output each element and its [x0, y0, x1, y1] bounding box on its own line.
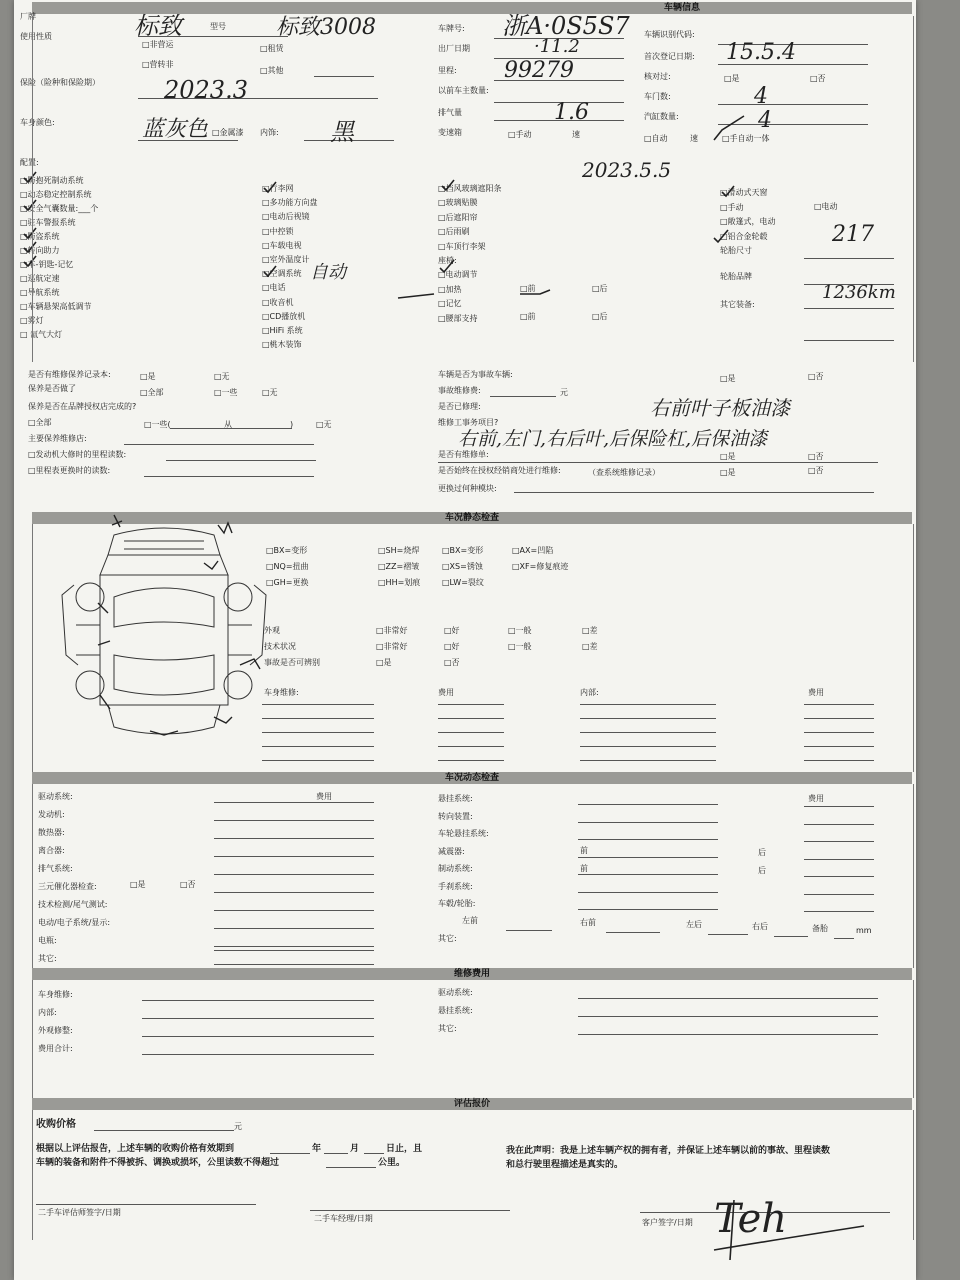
- pending-no: □否: [808, 452, 824, 461]
- accident-label: 车辆是否为事故车辆:: [438, 370, 513, 379]
- dynamic-left-item: 散热器:: [38, 828, 65, 837]
- validity-day: 日止，且: [386, 1144, 423, 1154]
- maint-none: □无: [262, 388, 278, 397]
- dealer-none: □无: [316, 420, 332, 429]
- identifiable-label: 事故是否可辨别: [264, 658, 320, 667]
- damage-code: □GH=更换: [266, 578, 309, 587]
- dynamic-left-item: 发动机:: [38, 810, 65, 819]
- validity-km: 公里。: [378, 1158, 406, 1168]
- repair-cost-left-item: 车身维修:: [38, 990, 73, 999]
- dynamic-right-item: 车轮悬挂系统:: [438, 829, 489, 838]
- repair-cost-right-item: 悬挂系统:: [438, 1006, 473, 1015]
- maint-some: □一些: [214, 388, 238, 397]
- hw-displacement: 1.6: [554, 100, 589, 125]
- config-col1-item: □车-钥匙-记忆: [20, 260, 74, 269]
- first-reg-label: 首次登记日期:: [644, 52, 695, 61]
- tire-spare: 备胎: [812, 924, 828, 933]
- validity-text-b: 车辆的装备和附件不得被拆、调换或损坏，公里读数不得超过: [36, 1158, 280, 1168]
- tire-brand-label: 轮胎品牌: [720, 272, 752, 281]
- damage-code: □SH=烧焊: [378, 546, 420, 555]
- appraiser-signature: 二手车评估师签字/日期: [38, 1208, 121, 1217]
- dynamic-right-item: 制动系统:: [438, 864, 473, 873]
- dealer-some: □一些(: [144, 420, 171, 429]
- config-col4-item: □手动: [720, 202, 744, 212]
- appearance-good: □好: [444, 626, 460, 635]
- config-col2-item: □CD播放机: [262, 311, 306, 321]
- config-col3-item: □挡风玻璃遮阳条: [438, 184, 502, 193]
- use-type-label: 使用性质: [20, 32, 52, 41]
- dynamic-left-item: 驱动系统:: [38, 792, 73, 801]
- inspect-no: □否: [810, 74, 826, 83]
- config-col4-item: □铝合金轮毂: [720, 231, 768, 241]
- config-col2-item: □空调系统: [262, 269, 302, 279]
- declaration-1: 我在此声明：我是上述车辆产权的拥有者，并保证上述车辆以前的事故、里程读数: [506, 1146, 831, 1156]
- seat-rear: □后: [592, 284, 608, 293]
- dynamic-right-item: 手刹系统:: [438, 881, 473, 891]
- inspect-label: 核对过:: [644, 72, 671, 81]
- gear-speed2: 速: [690, 134, 698, 143]
- dealer-to: ): [290, 420, 294, 429]
- config-col2-item: □多功能方向盘: [262, 198, 318, 208]
- config-col3-item: □腰部支持: [438, 313, 478, 323]
- identifiable-no: □否: [444, 658, 460, 667]
- hw-factory-date: ·11.2: [534, 36, 580, 57]
- config-col2-item: □电话: [262, 283, 286, 293]
- section-frame: [32, 16, 914, 362]
- shock-front: 前: [580, 846, 588, 855]
- maint-record-label: 是否有维修保养记录本:: [28, 370, 111, 379]
- shock-rear: 后: [758, 848, 766, 857]
- cylinders-label: 汽缸数量:: [644, 112, 679, 121]
- config-col2-item: □车载电视: [262, 240, 302, 250]
- hw-config-date: 2023.5.5: [582, 158, 672, 182]
- damage-code: □LW=裂纹: [442, 578, 484, 587]
- section-frame: [32, 1110, 914, 1240]
- validity-month: 月: [350, 1144, 360, 1154]
- damage-code: □AX=凹陷: [512, 546, 554, 555]
- config-col1-item: □导航系统: [20, 288, 60, 297]
- hw-tire-size: 217: [832, 222, 874, 247]
- auth-yes: □是: [720, 468, 736, 477]
- body-repair-cost-label: 费用: [438, 688, 454, 697]
- section-frame: [32, 784, 914, 968]
- appearance-bad: □差: [582, 626, 598, 635]
- hw-signature: Teh: [714, 1196, 788, 1242]
- price-unit: 元: [234, 1122, 242, 1131]
- interior-repair-cost-label: 费用: [808, 688, 824, 697]
- dynamic-right-item: 减震器:: [438, 846, 465, 856]
- maint-record-yes: □是: [140, 372, 156, 381]
- seat-front2: □前: [520, 312, 536, 321]
- pending-yes: □是: [720, 452, 736, 461]
- hw-plate: 浙A·0S5S7: [502, 12, 630, 40]
- pending-label: 是否有维修单:: [438, 450, 489, 459]
- dynamic-right-item: 车毂/轮胎:: [438, 899, 476, 908]
- auth-repair-label: 是否始终在授权经销商处进行维修:: [438, 466, 561, 475]
- config-col1-item: □防盗系统: [20, 232, 60, 241]
- hw-cylinders: 4: [758, 108, 772, 133]
- repair-items-label: 维修工事务项目?: [438, 418, 499, 427]
- section-header-repair-cost: 维修费用: [32, 968, 912, 980]
- hw-interior: 黑: [330, 118, 354, 146]
- tire-lr: 左后: [686, 920, 702, 929]
- config-col1-item: □ 氙气大灯: [20, 330, 63, 339]
- config-col2-item: □桃木装饰: [262, 340, 302, 350]
- config-col4-item: □滑动式天窗: [720, 188, 768, 197]
- hw-repair-line2: 右前,左门,右后叶,后保险杠,后保油漆: [458, 428, 768, 450]
- use-opt1: □非营运: [142, 40, 174, 49]
- use-opt3: □租赁: [260, 44, 284, 53]
- config-col2-item: □收音机: [262, 297, 294, 307]
- config-col1-item: □防抱死制动系统: [20, 176, 84, 185]
- hw-brand: 标致: [134, 12, 182, 40]
- config-col1-item: □雾灯: [20, 316, 44, 325]
- gearbox-label: 变速箱: [438, 128, 462, 137]
- tech-bad: □差: [582, 642, 598, 651]
- validity-text-a: 根据以上评估报告，上述车辆的收购价格有效期到: [36, 1144, 235, 1154]
- brand-label: 厂牌: [20, 12, 36, 21]
- config-col3-item: □玻璃贴膜: [438, 198, 478, 208]
- dynamic-left-item: 三元催化器检查:: [38, 882, 97, 891]
- appearance-normal: □一般: [508, 626, 532, 635]
- config-col1-item: □车辆悬架高低调节: [20, 302, 92, 311]
- dealer-from: 从: [224, 420, 232, 429]
- interior-label: 内饰:: [260, 128, 279, 137]
- appearance-very-good: □非常好: [376, 626, 408, 635]
- damage-code: □XS=锈蚀: [442, 562, 483, 571]
- hw-first-reg: 15.5.4: [726, 40, 796, 65]
- displacement-label: 排气量: [438, 108, 462, 117]
- config-col4-item: □敞篷式，电动: [720, 217, 776, 227]
- damage-code: □NQ=扭曲: [266, 562, 309, 571]
- vin-label: 车辆识别代码:: [644, 30, 695, 39]
- dyn-right-cost: 费用: [808, 794, 824, 803]
- config-col2-item: □HiFi 系统: [262, 326, 303, 335]
- section-header-static: 车况静态检查: [32, 512, 912, 524]
- config-col2-item: □中控锁: [262, 226, 294, 236]
- section-header-dynamic: 车况动态检查: [32, 772, 912, 784]
- mileage-label: 里程:: [438, 66, 457, 75]
- damage-code: □BX=变形: [266, 546, 308, 555]
- gear-manual: □手动: [508, 130, 532, 139]
- sunroof-electric: □电动: [814, 202, 838, 211]
- repair-cost-left-item: 内部:: [38, 1008, 57, 1017]
- main-shop-label: 主要保养维修店:: [28, 434, 87, 443]
- dynamic-right-item: 悬挂系统:: [438, 794, 473, 803]
- engine-repair-label: □发动机大修时的里程读数:: [28, 450, 127, 459]
- declaration-2: 和总行驶里程描述是真实的。: [506, 1160, 624, 1170]
- damage-code: □BX=变形: [442, 546, 484, 555]
- accident-yes: □是: [720, 374, 736, 383]
- model-label: 型号: [210, 22, 226, 31]
- repair-cost-right-item: 驱动系统:: [438, 988, 473, 997]
- dynamic-right-item: 转向装置:: [438, 811, 473, 821]
- dynamic-left-item: 其它:: [38, 954, 57, 963]
- config-col3-item: □后雨刷: [438, 227, 470, 237]
- manager-signature: 二手车经理/日期: [314, 1214, 373, 1223]
- appearance-label: 外观: [264, 626, 280, 635]
- color-label: 车身颜色:: [20, 118, 55, 127]
- body-repair-label: 车身维修:: [264, 688, 299, 697]
- hw-other-equip: 1236km: [822, 282, 896, 303]
- dyn-left-cost: 费用: [316, 792, 332, 801]
- hw-insurance: 2023.3: [164, 76, 248, 104]
- tech-good: □好: [444, 642, 460, 651]
- hw-repair-line1: 右前叶子板油漆: [650, 396, 790, 420]
- repair-cost-left-item: 外观修整:: [38, 1026, 73, 1035]
- hw-doors: 4: [754, 84, 768, 109]
- identifiable-yes: □是: [376, 658, 392, 667]
- damage-code: □ZZ=褶皱: [378, 562, 420, 571]
- config-col3-item: □后遮阳帘: [438, 212, 478, 222]
- config-col1-item: □巡航定速: [20, 274, 60, 283]
- damage-code: □HH=划痕: [378, 578, 421, 587]
- dynamic-left-item: 技术检测/尾气测试:: [38, 900, 108, 909]
- auth-no: □否: [808, 466, 824, 475]
- dyn-right-other: 其它:: [438, 934, 457, 943]
- insurance-label: 保险（险种和保险期）: [20, 78, 100, 87]
- config-col4-item: 轮胎尺寸: [720, 246, 752, 256]
- hw-mileage: 99279: [504, 58, 574, 83]
- config-col2-item: □行李网: [262, 184, 294, 193]
- accident-cost-label: 事故维修费:: [438, 386, 481, 395]
- catalyst-yes: □是: [130, 880, 146, 889]
- tech-very-good: □非常好: [376, 642, 408, 651]
- hw-model: 标致3008: [276, 15, 376, 40]
- use-opt4: □其他: [260, 66, 284, 75]
- config-col2-item: □电动后视镜: [262, 212, 310, 222]
- config-col1-item: □转向助力: [20, 246, 60, 255]
- dynamic-left-item: 电动/电子系统/显示:: [38, 918, 111, 927]
- config-col3-item: □车顶行李架: [438, 241, 486, 251]
- brake-rear: 后: [758, 866, 766, 875]
- section-header-vehicle-info: 车辆信息: [32, 2, 912, 14]
- replaced-label: 更换过何种模块:: [438, 484, 497, 493]
- config-col3-item: 座椅:: [438, 256, 457, 265]
- hw-aircon: 自动: [310, 262, 346, 283]
- seat-front: □前: [520, 284, 536, 293]
- use-opt2: □营转非: [142, 60, 174, 69]
- gear-speed: 速: [572, 130, 580, 139]
- config-col1-item: □安全气囊数量:___个: [20, 204, 99, 213]
- maint-all: □全部: [140, 388, 164, 397]
- tech-normal: □一般: [508, 642, 532, 651]
- maint-record-no: □无: [214, 372, 230, 381]
- config-col1-item: □动态稳定控制系统: [20, 190, 92, 199]
- config-col3-item: □记忆: [438, 299, 462, 309]
- other-equip-label: 其它装备:: [720, 300, 755, 309]
- dynamic-left-item: 电瓶:: [38, 936, 57, 945]
- section-frame: [32, 524, 914, 772]
- config-title: 配置:: [20, 158, 39, 167]
- gear-auto: □自动: [644, 134, 668, 143]
- section-header-quote: 评估报价: [32, 1098, 912, 1110]
- inspect-yes: □是: [724, 74, 740, 83]
- dynamic-left-item: 排气系统:: [38, 864, 73, 873]
- tire-lf: 左前: [462, 916, 478, 925]
- prev-owners-label: 以前车主数量:: [438, 86, 489, 95]
- tire-mm: mm: [856, 926, 872, 935]
- tech-label: 技术状况: [264, 642, 296, 651]
- paint-option: □金属漆: [212, 128, 244, 137]
- repaired-label: 是否已修理:: [438, 402, 481, 411]
- dealer-all: □全部: [28, 418, 52, 427]
- config-col1-item: □驻车警报系统: [20, 218, 76, 227]
- config-col3-item: □加热: [438, 284, 462, 294]
- accident-no: □否: [808, 372, 824, 381]
- catalyst-no: □否: [180, 880, 196, 889]
- gear-mixed: □手自动一体: [722, 134, 770, 143]
- doors-label: 车门数:: [644, 92, 671, 101]
- interior-repair-label: 内部:: [580, 688, 599, 697]
- plate-label: 车牌号:: [438, 24, 465, 33]
- accident-cost-unit: 元: [560, 388, 568, 397]
- tire-rf: 右前: [580, 918, 596, 927]
- damage-code: □XF=修复痕迹: [512, 562, 569, 571]
- dynamic-left-item: 离合器:: [38, 846, 65, 855]
- config-col3-item: □电动调节: [438, 270, 478, 280]
- hw-color: 蓝灰色: [142, 117, 209, 142]
- customer-signature-label: 客户签字/日期: [642, 1218, 693, 1227]
- repair-cost-right-item: 其它:: [438, 1024, 457, 1033]
- section-frame: [32, 980, 914, 1098]
- seat-rear2: □后: [592, 312, 608, 321]
- validity-year: 年: [312, 1144, 322, 1154]
- price-label: 收购价格: [36, 1119, 76, 1130]
- inspection-form: [14, 0, 916, 1280]
- dealer-done-label: 保养是否在品牌授权店完成的?: [28, 402, 137, 411]
- config-col2-item: □室外温度计: [262, 255, 310, 264]
- auth-record: （查系统维修记录）: [588, 468, 660, 477]
- odometer-swap-label: □里程表更换时的读数:: [28, 466, 111, 475]
- brake-front: 前: [580, 864, 588, 873]
- factory-date-label: 出厂日期: [438, 44, 470, 53]
- maint-done-label: 保养是否做了: [28, 384, 76, 393]
- repair-cost-left-item: 费用合计:: [38, 1044, 73, 1053]
- tire-rr: 右后: [752, 922, 768, 931]
